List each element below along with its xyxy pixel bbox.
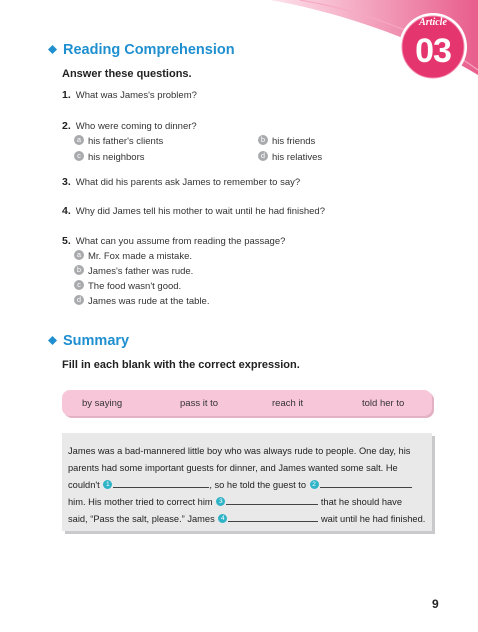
summary-title-text: Summary — [63, 333, 130, 349]
summary-instruction: Fill in each blank with the correct expression. — [62, 359, 300, 371]
question-4 — [62, 205, 325, 217]
word-bank-item[interactable]: reach it — [272, 398, 304, 409]
question-2 — [62, 120, 197, 132]
question-text: Why did James tell his mother to wait until he had finished? — [75, 206, 326, 217]
q5-option-a[interactable] — [74, 251, 192, 262]
q2-option-b[interactable] — [258, 136, 315, 147]
q2-option-c[interactable] — [74, 152, 145, 163]
option-letter-icon: d — [74, 295, 84, 305]
option-letter-icon: c — [74, 280, 84, 290]
reading-instruction: Answer these questions. — [62, 68, 192, 80]
blank-2[interactable] — [320, 486, 412, 488]
blank-1[interactable] — [113, 486, 209, 488]
passage-line — [68, 514, 425, 524]
question-number: 5. — [62, 235, 71, 247]
passage-line: James was a bad-mannered little boy who was always rude to people. One day, his — [68, 446, 411, 456]
option-letter-icon: c — [74, 151, 84, 161]
blank-number-icon: 1 — [103, 480, 112, 489]
question-number: 3. — [62, 176, 71, 188]
q5-option-c[interactable] — [74, 281, 181, 292]
question-1 — [62, 89, 197, 101]
blank-4[interactable] — [228, 520, 318, 522]
q2-option-a[interactable] — [74, 136, 163, 147]
question-3 — [62, 176, 300, 188]
passage-text: that he should have — [320, 497, 402, 507]
question-number: 2. — [62, 120, 71, 132]
passage-line: parents had some important guests for dinner, and James wanted some salt. He — [68, 463, 398, 473]
q5-option-b[interactable] — [74, 266, 193, 277]
option-letter-icon: a — [74, 250, 84, 260]
reading-title-text: Reading Comprehension — [63, 42, 235, 58]
question-text: What did his parents ask James to remember to say? — [75, 177, 301, 188]
option-letter-icon: b — [74, 265, 84, 275]
option-text: his neighbors — [88, 152, 145, 163]
blank-number-icon: 2 — [310, 480, 319, 489]
passage-line — [68, 497, 402, 507]
option-text: his father's clients — [88, 136, 164, 147]
q5-option-d[interactable] — [74, 296, 209, 307]
option-text: his relatives — [272, 152, 323, 163]
q2-option-d[interactable] — [258, 152, 322, 163]
passage-line — [68, 480, 412, 490]
blank-number-icon: 4 — [218, 514, 227, 523]
word-bank-item[interactable]: told her to — [362, 398, 405, 409]
summary-section-title — [48, 333, 129, 349]
diamond-bullet-icon — [48, 336, 57, 345]
article-label: Article — [419, 17, 447, 28]
diamond-bullet-icon — [48, 45, 57, 54]
blank-3[interactable] — [226, 503, 318, 505]
option-letter-icon: b — [258, 135, 268, 145]
word-bank-item[interactable]: by saying — [82, 398, 123, 409]
question-number: 4. — [62, 205, 71, 217]
option-text: James's father was rude. — [88, 266, 194, 277]
passage-text: couldn't — [68, 480, 100, 490]
question-5 — [62, 235, 285, 247]
question-text: Who were coming to dinner? — [75, 121, 197, 132]
option-text: his friends — [272, 136, 316, 147]
option-letter-icon: d — [258, 151, 268, 161]
option-text: Mr. Fox made a mistake. — [88, 251, 193, 262]
word-bank-item[interactable]: pass it to — [180, 398, 219, 409]
question-text: What was James's problem? — [75, 90, 197, 101]
page-number: 9 — [432, 597, 439, 611]
blank-number-icon: 3 — [216, 497, 225, 506]
reading-section-title — [48, 42, 235, 58]
option-text: The food wasn't good. — [88, 281, 182, 292]
passage-text: , so he told the guest to — [209, 480, 307, 490]
question-text: What can you assume from reading the passage? — [75, 236, 286, 247]
question-number: 1. — [62, 89, 71, 101]
passage-text: him. His mother tried to correct him — [68, 497, 213, 507]
option-letter-icon: a — [74, 135, 84, 145]
passage-text: wait until he had finished. — [320, 514, 426, 524]
option-text: James was rude at the table. — [88, 296, 210, 307]
article-number: 03 — [415, 32, 451, 70]
passage-text: said, “Pass the salt, please.” James — [68, 514, 215, 524]
